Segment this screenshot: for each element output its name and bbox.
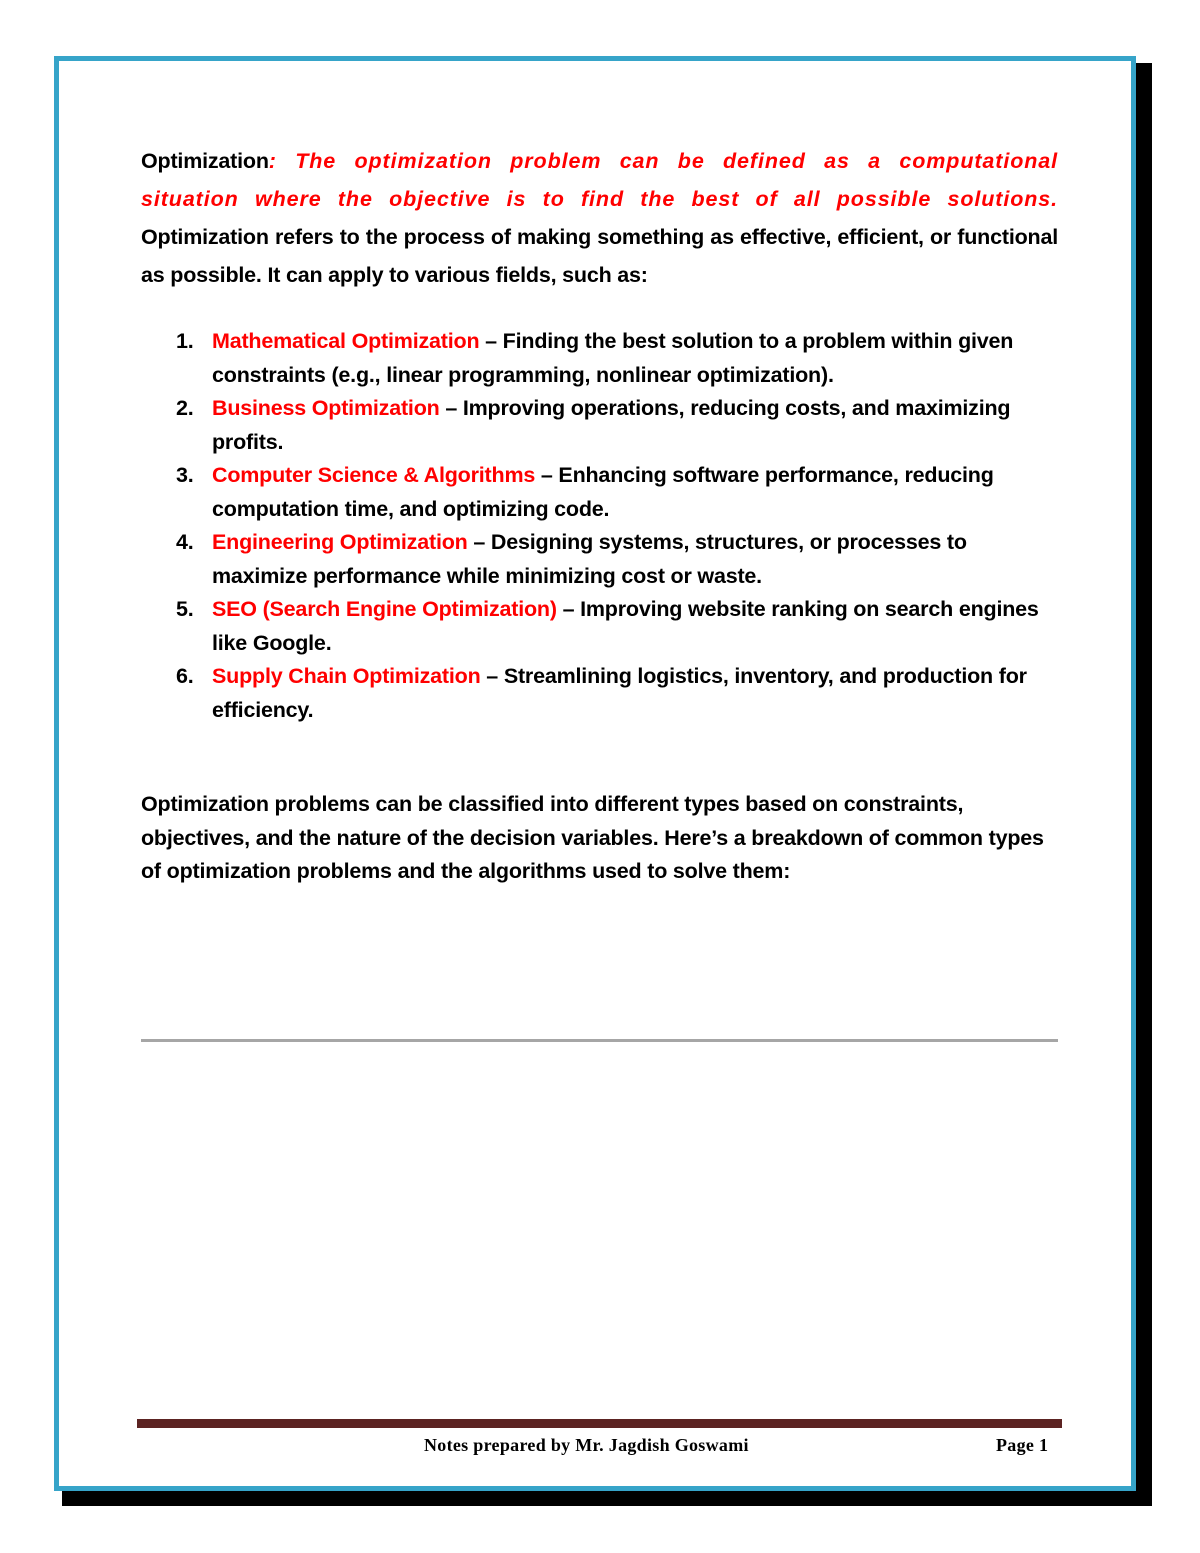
list-item-number: 4. — [176, 530, 194, 554]
list-item — [164, 660, 1064, 727]
horizontal-divider — [141, 1039, 1058, 1042]
list-item-description: – Enhancing software performance, reducing computation time, and optimizing code. — [212, 463, 994, 521]
list-item-description: – Streamlining logistics, inventory, and production for efficiency. — [212, 664, 1027, 722]
optimization-fields-list — [164, 325, 1064, 727]
list-item-description: – Finding the best solution to a problem within given constraints (e.g., linear programming, nonlinear optimization). — [212, 329, 1014, 387]
list-item-description: – Designing systems, structures, or processes to maximize performance while minimizing cost or waste. — [212, 530, 967, 588]
footer-rule — [137, 1419, 1062, 1428]
list-item-number: 3. — [176, 463, 194, 487]
list-item-term: Business Optimization — [212, 396, 440, 420]
footer-author: Notes prepared by Mr. Jagdish Goswami — [424, 1435, 749, 1455]
intro-separator: : — [268, 149, 296, 173]
list-item-term: Computer Science & Algorithms — [212, 463, 536, 487]
list-item-term: Supply Chain Optimization — [212, 664, 481, 688]
list-item-number: 6. — [176, 664, 194, 688]
list-item — [164, 593, 1064, 660]
footer-page-number: Page 1 — [996, 1435, 1049, 1455]
list-item — [164, 459, 1064, 526]
intro-term: Optimization — [141, 149, 269, 173]
list-item — [164, 325, 1064, 392]
list-item-term: Engineering Optimization — [212, 530, 468, 554]
list-item-number: 1. — [176, 329, 194, 353]
intro-body: Optimization refers to the process of making something as effective, efficient, or functional as possible. It can apply to various fields, such as: — [141, 225, 1058, 287]
list-item-term: Mathematical Optimization — [212, 329, 480, 353]
summary-paragraph: Optimization problems can be classified into different types based on constraints, objectives, and the nature of the decision variables. Here’s a breakdown of common types of optimization problems and the algorithms used to solve them: — [141, 792, 1044, 883]
list-item — [164, 392, 1064, 459]
list-item-number: 5. — [176, 597, 194, 621]
list-item-description: – Improving website ranking on search engines like Google. — [212, 597, 1039, 655]
list-item-term: SEO (Search Engine Optimization) — [212, 597, 557, 621]
list-item-description: – Improving operations, reducing costs, and maximizing profits. — [212, 396, 1011, 454]
intro-definition: The optimization problem can be defined as a computational situation where the objective is to find the best of all possible solutions. — [141, 149, 1059, 211]
intro-paragraph — [141, 142, 1058, 294]
list-item — [164, 526, 1064, 593]
list-item-number: 2. — [176, 396, 194, 420]
